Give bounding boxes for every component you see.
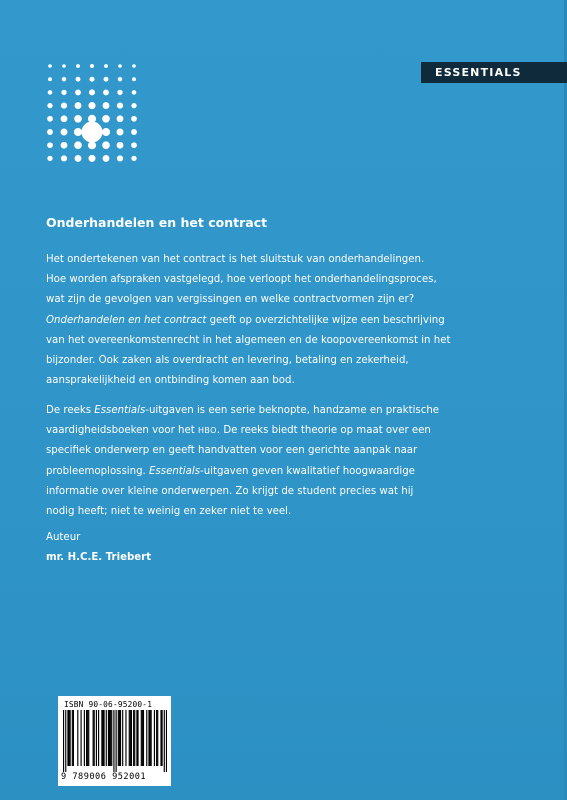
text-run: wat zijn de gevolgen van vergissingen en welke contractvormen zijn er? [46,294,415,306]
ean-digits: 9 789006 952001 [61,772,147,782]
series-label: ESSENTIALS [435,66,522,79]
book-title: Onderhandelen en het contract [46,215,268,230]
text-run: probleemoplossing. [46,465,150,477]
text-run: -uitgaven geven kwalitatief hoogwaardige [200,465,415,477]
text-run: aansprakelijkheid en ontbinding komen aan bod. [46,375,295,387]
text-run: vaardigheidsboeken voor het [46,425,198,437]
description-line [46,482,426,502]
isbn-label: ISBN 90-06-95200-1 [64,700,153,709]
italic-run: Essentials [149,465,201,477]
text-run: Hoe worden afspraken vastgelegd, hoe verloopt het onderhandelingsproces, [46,274,437,286]
text-run: nodig heeft; niet te weinig en zeker niet te veel. [46,506,292,518]
description-line [46,371,426,391]
text-run: De reeks [46,405,95,416]
text-run: Het ondertekenen van het contract is het sluitstuk van onderhandelingen. [46,254,425,265]
barcode-box [58,696,171,786]
description-line [46,502,426,522]
description-line [46,250,426,270]
text-run: . De reeks biedt theorie op maat over een [216,425,431,437]
text-run: HBO [197,426,217,436]
description-line [46,351,426,371]
author-name: mr. H.C.E. Triebert [46,552,152,563]
text-run: geeft op overzichtelijke wijze een beschrijving [206,314,445,326]
description-paragraph-1 [46,250,451,391]
description-line [46,462,426,482]
description-line [46,290,426,310]
text-run: van het overeenkomstenrecht in het algemeen en de koopovereenkomst in het [46,334,451,346]
italic-run: Onderhandelen en het contract [46,314,207,326]
description-line [46,401,440,421]
description-line [46,421,431,441]
description-line [46,331,451,351]
text-run: specifiek onderwerp en geeft handvatten voor een gerichte aanpak naar [46,445,418,457]
description-paragraph-2 [46,401,440,522]
author-heading: Auteur [46,532,81,543]
barcode-bars [63,710,167,772]
text-run: informatie over kleine onderwerpen. Zo krijgt de student precies wat hij [46,485,414,497]
description-line [46,270,437,290]
dot-grid-logo-icon [44,60,144,164]
description-line [46,311,445,331]
text-run: -uitgaven is een serie beknopte, handzame en praktische [145,405,440,416]
italic-run: Essentials [94,405,146,416]
description-line [46,441,426,461]
text-run: bijzonder. Ook zaken als overdracht en levering, betaling en zekerheid, [46,355,409,367]
